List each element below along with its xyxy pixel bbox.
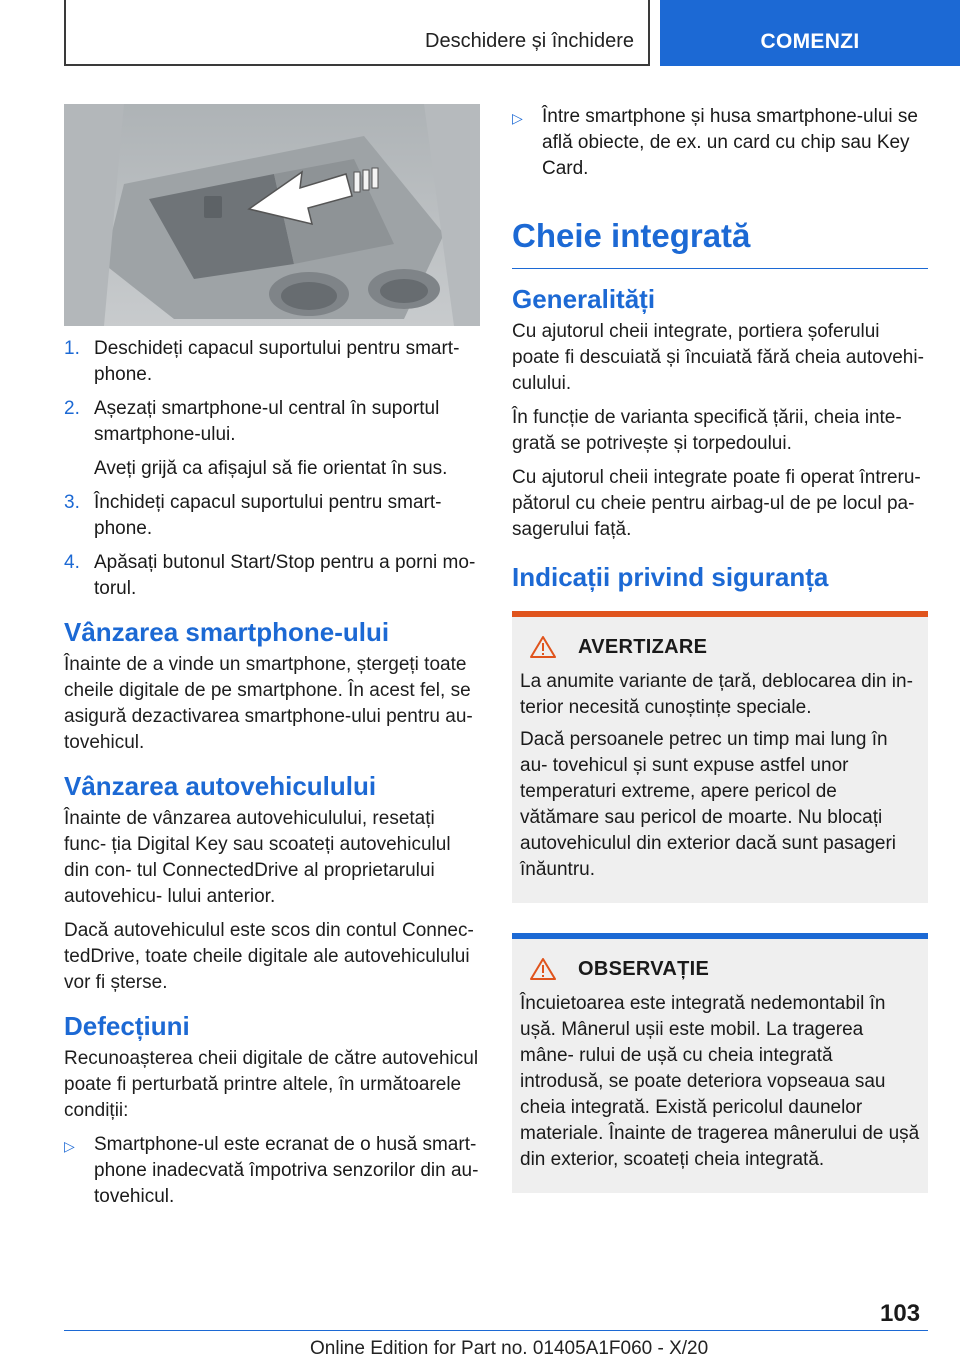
step-3 <box>64 490 480 542</box>
right-column <box>512 104 928 1193</box>
bullet-text: Smartphone-ul este ecranat de o husă smart- phone inadecvată împotriva senzorilor din au- tovehicul. <box>94 1134 479 1207</box>
triangle-bullet-icon: ▷ <box>512 110 523 126</box>
step-text: Închideți capacul suportului pentru smart- phone. <box>94 492 442 539</box>
general-paragraph-1: Cu ajutorul cheii integrate, portiera șoferului poate fi descuiată și încuiată fără cheia autovehi- culului. <box>512 321 924 394</box>
defects-bullet-1 <box>64 1132 480 1210</box>
observation-title: OBSERVAȚIE <box>578 957 710 980</box>
step-number: 2. <box>64 398 80 419</box>
heading-defects: Defecțiuni <box>64 1011 190 1041</box>
page-number: 103 <box>880 1300 921 1327</box>
footer-divider <box>64 1330 928 1331</box>
smartphone-tray-illustration <box>64 104 480 326</box>
heading-general: Generalități <box>512 284 656 314</box>
step-text: Deschideți capacul suportului pentru smart- phone. <box>94 338 460 385</box>
step-4 <box>64 550 480 602</box>
step-text: Apăsați butonul Start/Stop pentru a porni mo- torul. <box>94 552 476 599</box>
warning-header <box>520 635 920 659</box>
general-paragraph-2: În funcție de varianta specifică țării, cheia inte- grată se potrivește și torpedoului. <box>512 407 902 454</box>
observation-header <box>520 957 920 981</box>
step-1 <box>64 336 480 388</box>
step-number: 4. <box>64 552 80 573</box>
observation-paragraph: Încuietoarea este integrată nedemontabil în ușă. Mânerul ușii este mobil. La tragerea mâne- rului de ușă cu cheia integrată introdusă, se poate deteriora vopseaua sau cheia integrată. Există pericolul daunelor materiale. Înainte de tragerea mânerului de ușă din exterior, scoateți cheia integrată. <box>520 993 920 1170</box>
bullet-text: Între smartphone și husa smartphone-ului se află obiecte, de ex. un card cu chip sau Key Card. <box>542 106 918 179</box>
warning-box <box>512 611 928 903</box>
defects-text: Recunoașterea cheii digitale de către autovehicul poate fi perturbată printre altele, în următoarele condiții: <box>64 1048 479 1121</box>
warning-paragraph-1: La anumite variante de țară, deblocarea din in- terior necesită cunoștințe speciale. <box>520 671 913 718</box>
warning-triangle-icon <box>530 957 556 981</box>
step-2-note: Aveți grijă ca afișajul să fie orientat în sus. <box>94 458 448 479</box>
header-frame <box>64 0 650 66</box>
sale-car-paragraph-1: Înainte de vânzarea autovehiculului, resetați func- ția Digital Key sau scoateți autovehiculul din con- tul ConnectedDrive al proprietarului autovehicu- lului anterior. <box>64 808 451 907</box>
heading-sale-phone: Vânzarea smartphone-ului <box>64 617 390 647</box>
sale-phone-text: Înainte de a vinde un smartphone, ștergeți toate cheile digitale de pe smartphone. În acest fel, se asigură dezactivarea smartphone-ului pentru au- tovehicul. <box>64 654 473 753</box>
warning-title: AVERTIZARE <box>578 635 708 658</box>
general-paragraph-3: Cu ajutorul cheii integrate poate fi operat întreru- pătorul cu cheie pentru airbag-ul de pe locul pa- sagerului față. <box>512 467 921 540</box>
observation-box <box>512 933 928 1193</box>
step-number: 3. <box>64 492 80 513</box>
heading-safety: Indicații privind siguranța <box>512 562 829 592</box>
sale-car-paragraph-2: Dacă autovehiculul este scos din contul Connec- tedDrive, toate cheile digitale ale autovehiculului vor fi șterse. <box>64 920 474 993</box>
heading-sale-car: Vânzarea autovehiculului <box>64 771 377 801</box>
heading-integrated-key: Cheie integrată <box>512 216 928 269</box>
left-column <box>64 104 480 1218</box>
defects-bullet-2 <box>512 104 928 182</box>
step-text: Așezați smartphone-ul central în suportul smartphone-ului. <box>94 398 440 445</box>
step-2 <box>64 396 480 448</box>
triangle-bullet-icon: ▷ <box>64 1138 75 1154</box>
warning-paragraph-2: Dacă persoanele petrec un timp mai lung în au- tovehicul și sunt expuse astfel unor temperaturi extreme, apere pericol de vătămare sau pericol de moarte. Nu blocați autovehiculul din exterior dacă sunt pasageri înăuntru. <box>520 729 897 880</box>
header-section-title: Deschidere și închidere <box>425 30 634 52</box>
step-number: 1. <box>64 338 80 359</box>
warning-triangle-icon <box>530 635 556 659</box>
header-tab-comenzi[interactable]: COMENZI <box>660 0 960 66</box>
footer-edition: Online Edition for Part no. 01405A1F060 - X/20 <box>310 1338 709 1359</box>
smartphone-tray-photo <box>64 104 480 326</box>
